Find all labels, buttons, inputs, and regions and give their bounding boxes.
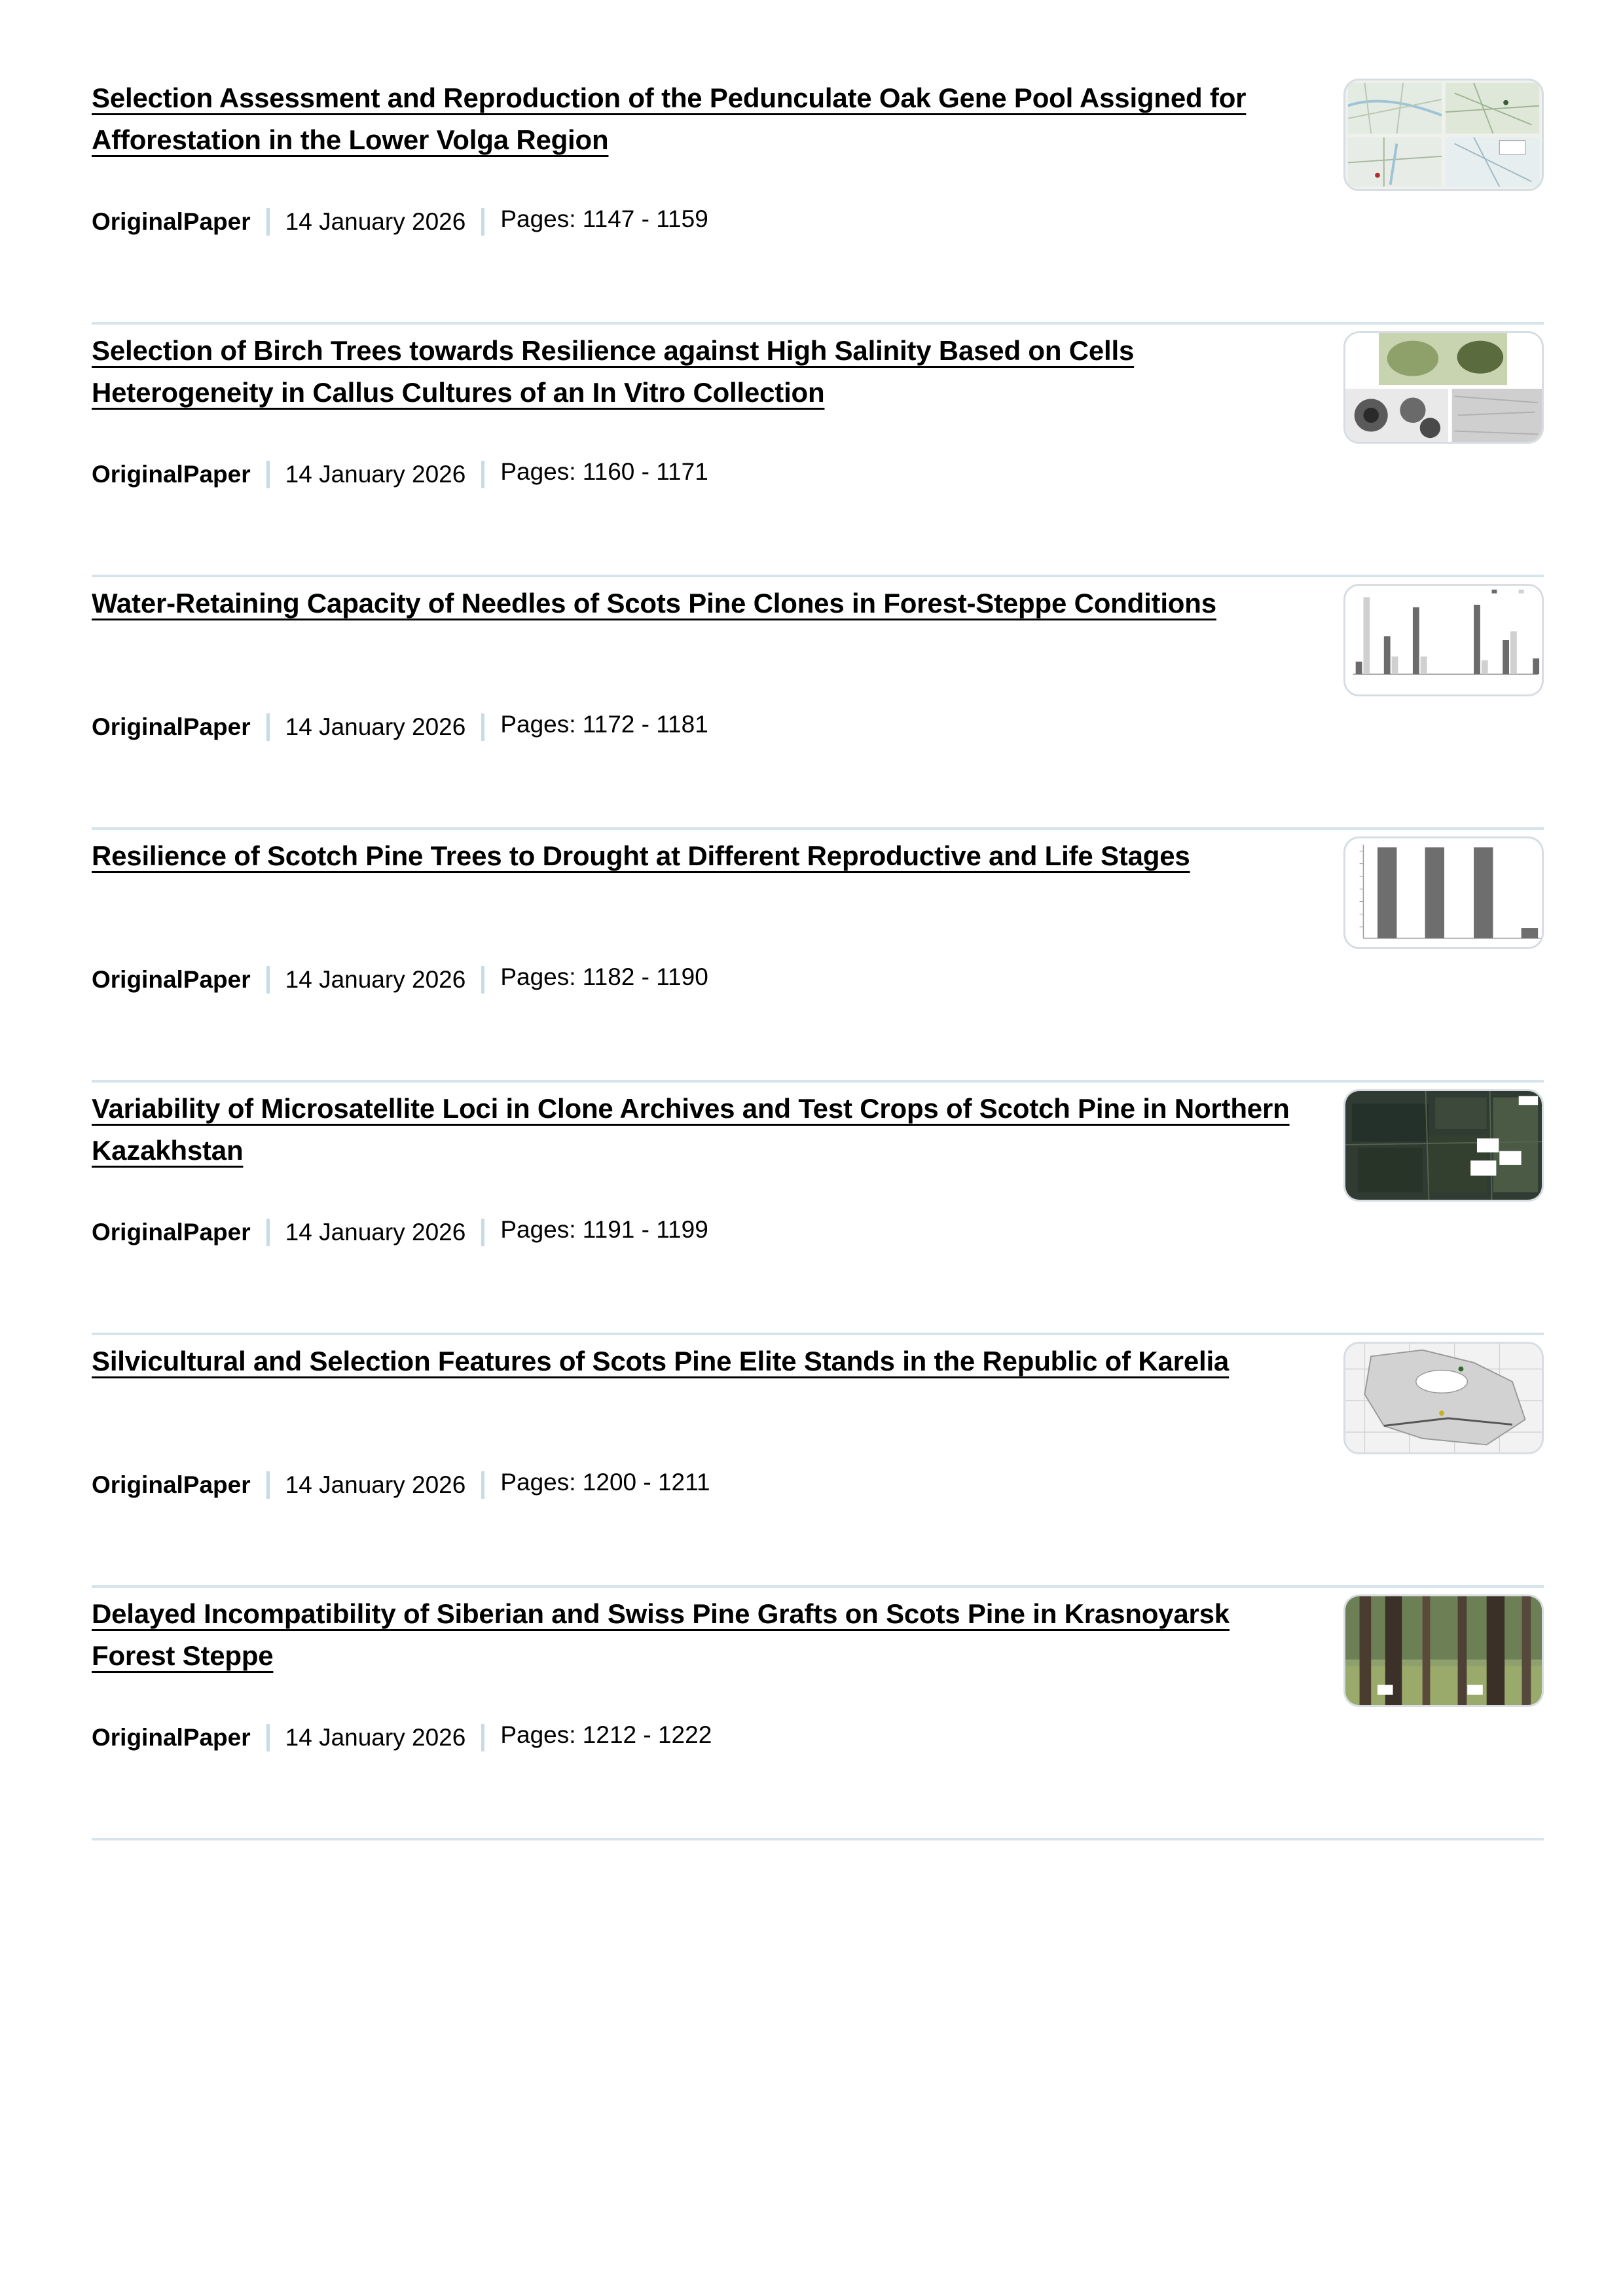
article-thumbnail[interactable] (1343, 331, 1544, 444)
content-type: OriginalPaper (92, 966, 251, 993)
article-list (92, 72, 1544, 1840)
meta-separator (481, 208, 484, 236)
article-title-link[interactable]: Resilience of Scotch Pine Trees to Drought at Different Reproductive and Life Stages (92, 840, 1190, 871)
article-meta (92, 1217, 708, 1248)
publication-date: 14 January 2026 (285, 1219, 466, 1246)
page-range: Pages: 1191 - 1199 (500, 1216, 708, 1243)
article-meta (92, 459, 708, 490)
publication-date: 14 January 2026 (285, 208, 466, 235)
article-title (92, 1593, 1296, 1677)
publication-date: 14 January 2026 (285, 1724, 466, 1751)
satellite-map-image (1345, 1091, 1542, 1200)
meta-separator (266, 966, 270, 994)
article-title-link[interactable]: Selection of Birch Trees towards Resilience against High Salinity Based on Cells Heterogeneity in Callus Cultures of an In Vitro Collection (92, 335, 1135, 408)
publication-date: 14 January 2026 (285, 1471, 466, 1498)
region-map-image (1345, 1344, 1542, 1452)
meta-separator (266, 1724, 270, 1751)
article-item (92, 1335, 1544, 1588)
meta-separator (481, 966, 484, 994)
publication-date: 14 January 2026 (285, 713, 466, 740)
forest-photo-image (1345, 1596, 1542, 1705)
page-range: Pages: 1182 - 1190 (500, 963, 708, 990)
meta-separator (481, 1724, 484, 1751)
article-thumbnail[interactable] (1343, 1342, 1544, 1454)
map-panels-image (1345, 81, 1542, 189)
content-type: OriginalPaper (92, 713, 251, 740)
article-thumbnail[interactable] (1343, 1089, 1544, 1202)
article-title-link[interactable]: Delayed Incompatibility of Siberian and Swiss Pine Grafts on Scots Pine in Krasnoyarsk Forest Steppe (92, 1598, 1230, 1671)
article-meta (92, 206, 708, 238)
meta-separator (481, 461, 484, 488)
bar-chart-image (1345, 838, 1542, 947)
publication-date: 14 January 2026 (285, 461, 466, 488)
grouped-bar-chart-image (1345, 586, 1542, 694)
meta-separator (266, 461, 270, 488)
article-item (92, 830, 1544, 1083)
article-meta (92, 1722, 712, 1753)
article-title (92, 77, 1296, 161)
article-title (92, 1088, 1296, 1172)
article-title-link[interactable]: Silvicultural and Selection Features of Scots Pine Elite Stands in the Republic of Karelia (92, 1346, 1230, 1376)
article-item (92, 1083, 1544, 1335)
meta-separator (481, 1219, 484, 1246)
page-range: Pages: 1160 - 1171 (500, 458, 708, 485)
meta-separator (266, 713, 270, 741)
page-range: Pages: 1212 - 1222 (500, 1721, 712, 1748)
page-range: Pages: 1172 - 1181 (500, 711, 708, 738)
meta-separator (266, 1219, 270, 1246)
article-item (92, 1588, 1544, 1840)
content-type: OriginalPaper (92, 1219, 251, 1246)
article-thumbnail[interactable] (1343, 1594, 1544, 1707)
article-title-link[interactable]: Variability of Microsatellite Loci in Clone Archives and Test Crops of Scotch Pine in Northern Kazakhstan (92, 1093, 1290, 1166)
article-title-link[interactable]: Selection Assessment and Reproduction of the Pedunculate Oak Gene Pool Assigned for Afforestation in the Lower Volga Region (92, 82, 1247, 155)
callus-micrographs-image (1345, 333, 1542, 442)
article-title (92, 1340, 1296, 1382)
article-title-link[interactable]: Water-Retaining Capacity of Needles of Scots Pine Clones in Forest-Steppe Conditions (92, 588, 1216, 619)
article-title (92, 330, 1296, 414)
article-thumbnail[interactable] (1343, 836, 1544, 949)
page-range: Pages: 1147 - 1159 (500, 206, 708, 232)
article-meta (92, 711, 708, 743)
page-range: Pages: 1200 - 1211 (500, 1469, 710, 1496)
article-item (92, 577, 1544, 830)
meta-separator (266, 1471, 270, 1499)
content-type: OriginalPaper (92, 208, 251, 235)
article-title (92, 583, 1296, 624)
meta-separator (481, 713, 484, 741)
article-thumbnail[interactable] (1343, 79, 1544, 191)
article-meta (92, 964, 708, 996)
meta-separator (266, 208, 270, 236)
article-item (92, 72, 1544, 325)
article-item (92, 325, 1544, 577)
publication-date: 14 January 2026 (285, 966, 466, 993)
meta-separator (481, 1471, 484, 1499)
article-title (92, 835, 1296, 877)
content-type: OriginalPaper (92, 1724, 251, 1751)
article-thumbnail[interactable] (1343, 584, 1544, 696)
content-type: OriginalPaper (92, 461, 251, 488)
content-type: OriginalPaper (92, 1471, 251, 1498)
article-meta (92, 1469, 710, 1501)
